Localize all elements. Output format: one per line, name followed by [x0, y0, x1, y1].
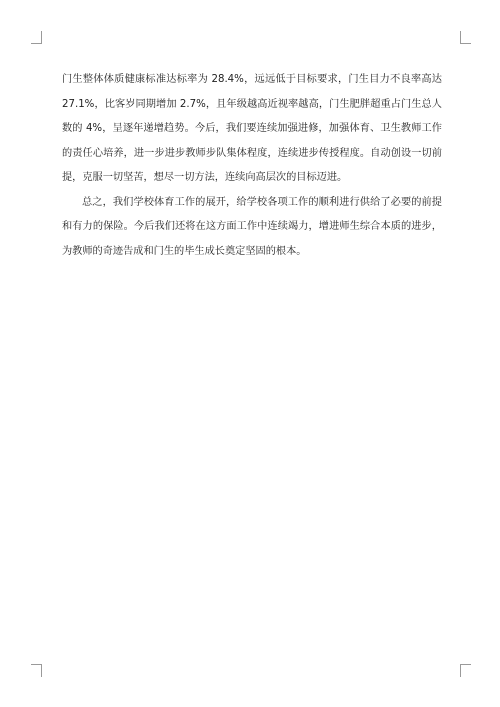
- paragraph-1: 门生整体体质健康标准达标率为 28.4%，远远低于目标要求，门生目力不良率高达 27.1%，比客岁同期增加 2.7%，且年级越高近视率越高，门生肥胖超重占门生总人数的 4%，呈逐年递增趋势。今后，我们要连续加强进修，加强体育、卫生教师工作的责任心培养，进一步进步教师步队集体程度，连续进步传授程度。自动创设一切前提，克服一切坚苦，想尽一切方法，连续向高层次的目标迈进。: [62, 74, 442, 183]
- crop-mark-top-left: [31, 31, 42, 44]
- paragraph-2: 总之，我们学校体育工作的展开，给学校各项工作的顺利进行供给了必要的前提和有力的保险。今后我们还将在这方面工作中连续竭力，增进师生综合本质的进步，为教师的奇迹告成和门生的毕生成长奠定坚固的根本。: [62, 196, 442, 257]
- crop-mark-bottom-right: [460, 664, 471, 677]
- document-body: [62, 68, 442, 264]
- crop-mark-bottom-left: [31, 664, 42, 677]
- crop-mark-top-right: [460, 31, 471, 44]
